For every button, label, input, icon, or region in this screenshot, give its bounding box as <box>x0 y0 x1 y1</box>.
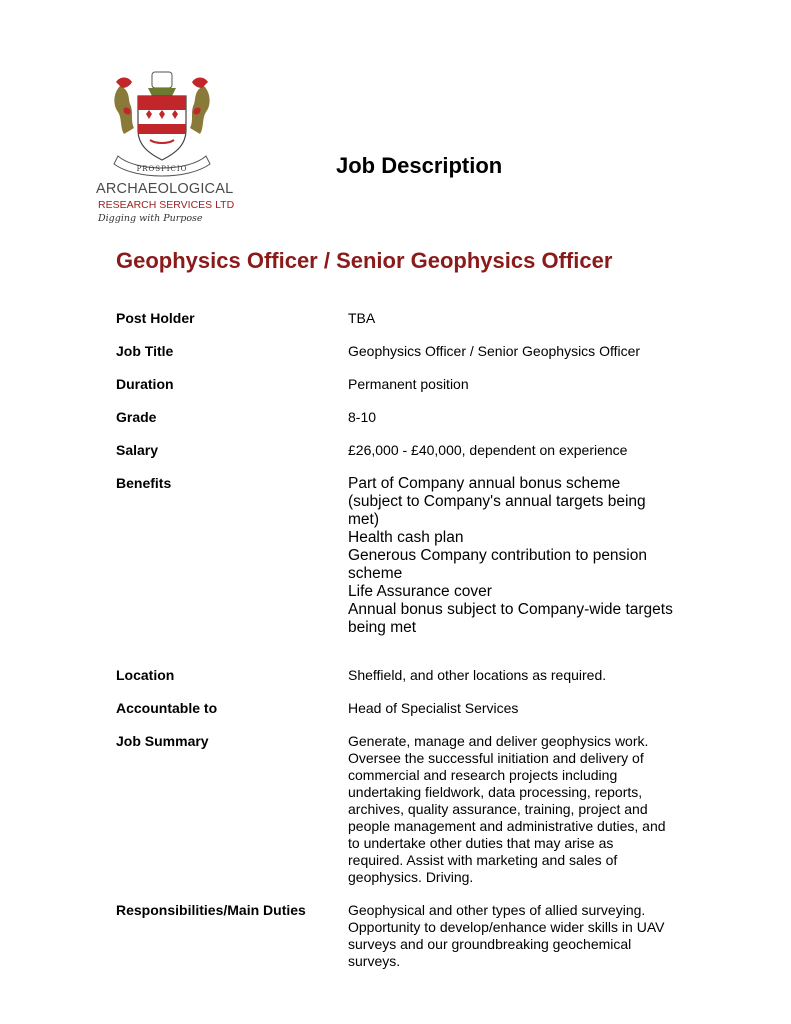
job-heading: Geophysics Officer / Senior Geophysics Officer <box>116 248 613 273</box>
field-value-line: surveys. <box>348 953 401 969</box>
field-value-line: TBA <box>348 310 376 326</box>
field-value-line: being met <box>348 619 417 636</box>
field-value <box>348 700 686 717</box>
field-label: Location <box>116 667 175 683</box>
field-location <box>116 667 686 684</box>
field-job-summary <box>116 733 686 886</box>
company-name-line2: RESEARCH SERVICES LTD <box>98 199 235 211</box>
field-value-line: geophysics. Driving. <box>348 869 474 885</box>
field-grade <box>116 409 686 426</box>
field-value-line: required. Assist with marketing and sales of <box>348 852 618 868</box>
field-value-line: Sheffield, and other locations as required. <box>348 667 607 683</box>
field-value <box>348 310 686 327</box>
company-tagline: Digging with Purpose <box>98 213 203 224</box>
crest-icon <box>106 68 218 180</box>
field-value <box>348 409 686 426</box>
field-value-line: Permanent position <box>348 376 469 392</box>
field-salary <box>116 442 686 459</box>
field-value <box>348 733 686 886</box>
job-details-table <box>116 310 686 970</box>
field-value-line: to undertake other duties that may arise as <box>348 835 614 851</box>
field-value-line: (subject to Company's annual targets being <box>348 493 646 510</box>
field-value-line: Opportunity to develop/enhance wider skills in UAV <box>348 919 665 935</box>
field-value-line: Part of Company annual bonus scheme <box>348 475 621 492</box>
field-value-line: Oversee the successful initiation and delivery of <box>348 750 644 766</box>
company-logo <box>96 68 235 234</box>
motto-text: PROSPICIO <box>136 165 188 173</box>
field-value-line: undertaking fieldwork, data processing, reports, <box>348 784 643 800</box>
field-value-line: £26,000 - £40,000, dependent on experience <box>348 442 628 458</box>
field-value <box>348 376 686 393</box>
field-duration <box>116 376 686 393</box>
field-post-holder <box>116 310 686 327</box>
field-label: Duration <box>116 376 174 392</box>
field-label: Job Title <box>116 343 174 359</box>
field-label: Job Summary <box>116 733 209 749</box>
field-label: Accountable to <box>116 700 218 716</box>
field-label: Grade <box>116 409 157 425</box>
field-value-line: Life Assurance cover <box>348 583 492 600</box>
field-value-line: scheme <box>348 565 403 582</box>
field-value-line: Geophysical and other types of allied surveying. <box>348 902 646 918</box>
field-label: Salary <box>116 442 159 458</box>
field-label: Post Holder <box>116 310 195 326</box>
field-value <box>348 343 686 360</box>
field-value-line: commercial and research projects including <box>348 767 618 783</box>
field-responsibilities <box>116 902 686 970</box>
field-job-title <box>116 343 686 360</box>
field-value-line: Generous Company contribution to pension <box>348 547 647 564</box>
field-value-line: Health cash plan <box>348 529 464 546</box>
field-benefits <box>116 475 686 637</box>
field-value <box>348 442 686 459</box>
field-value-line: Geophysics Officer / Senior Geophysics Officer <box>348 343 641 359</box>
company-name-line1: ARCHAEOLOGICAL <box>96 181 234 197</box>
field-value-line: 8-10 <box>348 409 377 425</box>
field-value-line: Generate, manage and deliver geophysics work. <box>348 733 649 749</box>
document-title: Job Description <box>336 153 503 178</box>
field-value-line: people management and administrative duties, and <box>348 818 666 834</box>
field-value-line: Annual bonus subject to Company-wide targets <box>348 601 673 618</box>
field-accountable-to <box>116 700 686 717</box>
field-value-line: archives, quality assurance, training, project and <box>348 801 648 817</box>
field-value-line: Head of Specialist Services <box>348 700 519 716</box>
field-label: Benefits <box>116 475 172 491</box>
field-value-line: met) <box>348 511 379 528</box>
field-value <box>348 667 686 684</box>
field-value-line: surveys and our groundbreaking geochemical <box>348 936 632 952</box>
field-value <box>348 475 686 637</box>
field-value <box>348 902 686 970</box>
field-label: Responsibilities/Main Duties <box>116 902 306 918</box>
